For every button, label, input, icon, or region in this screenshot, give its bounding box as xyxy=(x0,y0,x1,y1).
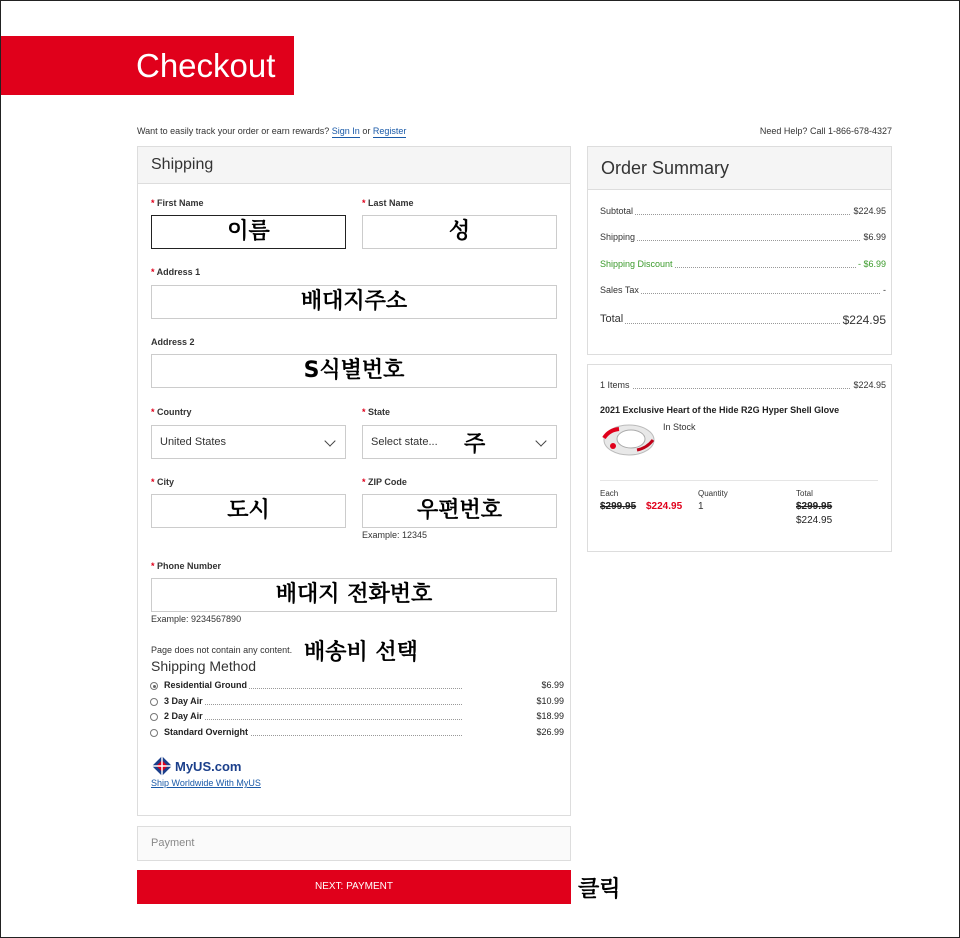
payment-heading: Payment xyxy=(151,837,195,849)
shipping-cost-row xyxy=(600,232,886,244)
total-value: $224.95 xyxy=(842,313,886,327)
order-summary-heading: Order Summary xyxy=(588,147,891,190)
sales-tax-row xyxy=(600,285,886,297)
dot-leader xyxy=(164,719,462,720)
subtotal-label: Subtotal xyxy=(600,206,634,216)
zip-example: Example: 12345 xyxy=(362,530,428,540)
state-select[interactable] xyxy=(362,425,557,459)
checkout-banner xyxy=(1,36,294,95)
account-prompt xyxy=(137,126,406,136)
total-label: Total xyxy=(600,313,624,325)
shipping-discount-value: - $6.99 xyxy=(857,259,886,269)
shipping-option[interactable] xyxy=(150,696,564,711)
last-name-label: * Last Name xyxy=(362,198,414,208)
shipping-option-name: Standard Overnight xyxy=(164,727,249,737)
stock-status: In Stock xyxy=(663,422,696,432)
shipping-option[interactable] xyxy=(150,727,564,742)
product-name[interactable]: 2021 Exclusive Heart of the Hide R2G Hyper Shell Glove xyxy=(600,405,840,415)
glove-product-image[interactable] xyxy=(599,420,657,458)
sales-tax-label: Sales Tax xyxy=(600,285,639,295)
radio-icon[interactable] xyxy=(150,729,158,737)
myus-link[interactable]: Ship Worldwide With MyUS xyxy=(151,778,261,788)
shipping-option-name: 2 Day Air xyxy=(164,711,203,721)
address1-input[interactable]: 배대지주소 xyxy=(151,285,557,319)
shipping-discount-label: Shipping Discount xyxy=(600,259,673,269)
state-value: Select state... xyxy=(371,436,438,448)
total-row xyxy=(600,313,886,328)
city-label: * City xyxy=(151,477,175,487)
zip-input[interactable]: 우편번호 xyxy=(362,494,557,528)
shipping-option[interactable] xyxy=(150,680,564,695)
account-prompt-text: Want to easily track your order or earn rewards? xyxy=(137,126,330,136)
shipping-option-price: $18.99 xyxy=(536,711,564,721)
items-total-value: $224.95 xyxy=(853,380,886,390)
phone-input[interactable]: 배대지 전화번호 xyxy=(151,578,557,612)
myus-logo-text: MyUS.com xyxy=(175,759,242,774)
state-annotation: 주 xyxy=(464,432,486,457)
shipping-heading: Shipping xyxy=(138,147,570,184)
country-select[interactable] xyxy=(151,425,346,459)
address2-label: Address 2 xyxy=(151,337,195,347)
last-name-input[interactable]: 성 xyxy=(362,215,557,249)
next-payment-button[interactable]: NEXT: PAYMENT xyxy=(137,870,571,904)
each-sale-price: $224.95 xyxy=(646,501,683,512)
country-value: United States xyxy=(160,436,227,448)
phone-label: * Phone Number xyxy=(151,561,222,571)
chevron-down-icon xyxy=(535,435,546,446)
each-label: Each xyxy=(600,489,619,498)
shipping-cost-value: $6.99 xyxy=(863,232,886,242)
shipping-method-title: Shipping Method xyxy=(151,658,257,674)
payment-panel[interactable] xyxy=(137,826,571,861)
shipping-option-price: $26.99 xyxy=(536,727,564,737)
address1-label: * Address 1 xyxy=(151,267,201,277)
items-count-label: 1 Items xyxy=(600,380,630,390)
myus-logo-icon xyxy=(151,755,173,777)
address2-input[interactable]: S식별번호 xyxy=(151,354,557,388)
zip-label: * ZIP Code xyxy=(362,477,407,487)
dot-leader xyxy=(164,704,462,705)
shipping-option-name: Residential Ground xyxy=(164,680,248,690)
line-total-old: $299.95 xyxy=(796,501,833,512)
click-annotation: 클릭 xyxy=(578,877,621,902)
first-name-label: * First Name xyxy=(151,198,204,208)
quantity-value: 1 xyxy=(698,501,704,512)
no-content-text: Page does not contain any content. xyxy=(151,645,293,655)
sales-tax-value: - xyxy=(883,285,886,295)
radio-icon[interactable] xyxy=(150,713,158,721)
sign-in-link[interactable]: Sign In xyxy=(331,126,360,136)
shipping-discount-row xyxy=(600,259,886,271)
subtotal-value: $224.95 xyxy=(853,206,886,216)
register-link[interactable]: Register xyxy=(372,126,407,136)
shipping-option-price: $6.99 xyxy=(541,680,564,690)
help-phone: Need Help? Call 1-866-678-4327 xyxy=(759,126,892,136)
each-old-price: $299.95 xyxy=(600,501,637,512)
state-label: * State xyxy=(362,407,391,417)
shipping-option[interactable] xyxy=(150,711,564,726)
items-count-row xyxy=(600,380,886,392)
page-title: Checkout xyxy=(136,47,276,84)
city-input[interactable]: 도시 xyxy=(151,494,346,528)
cart-divider xyxy=(600,480,878,481)
shipping-option-name: 3 Day Air xyxy=(164,696,203,706)
radio-icon[interactable] xyxy=(150,698,158,706)
phone-example: Example: 9234567890 xyxy=(151,614,242,624)
shipping-option-price: $10.99 xyxy=(536,696,564,706)
shipping-method-annotation: 배송비 선택 xyxy=(304,640,418,665)
quantity-label: Quantity xyxy=(698,489,728,498)
or-text: or xyxy=(362,126,371,136)
radio-selected-icon[interactable] xyxy=(150,682,158,690)
shipping-cost-label: Shipping xyxy=(600,232,636,242)
first-name-input[interactable]: 이름 xyxy=(151,215,346,249)
country-label: * Country xyxy=(151,407,192,417)
line-total-label: Total xyxy=(796,489,813,498)
chevron-down-icon xyxy=(324,435,335,446)
line-total-new: $224.95 xyxy=(796,515,833,526)
subtotal-row xyxy=(600,206,886,218)
